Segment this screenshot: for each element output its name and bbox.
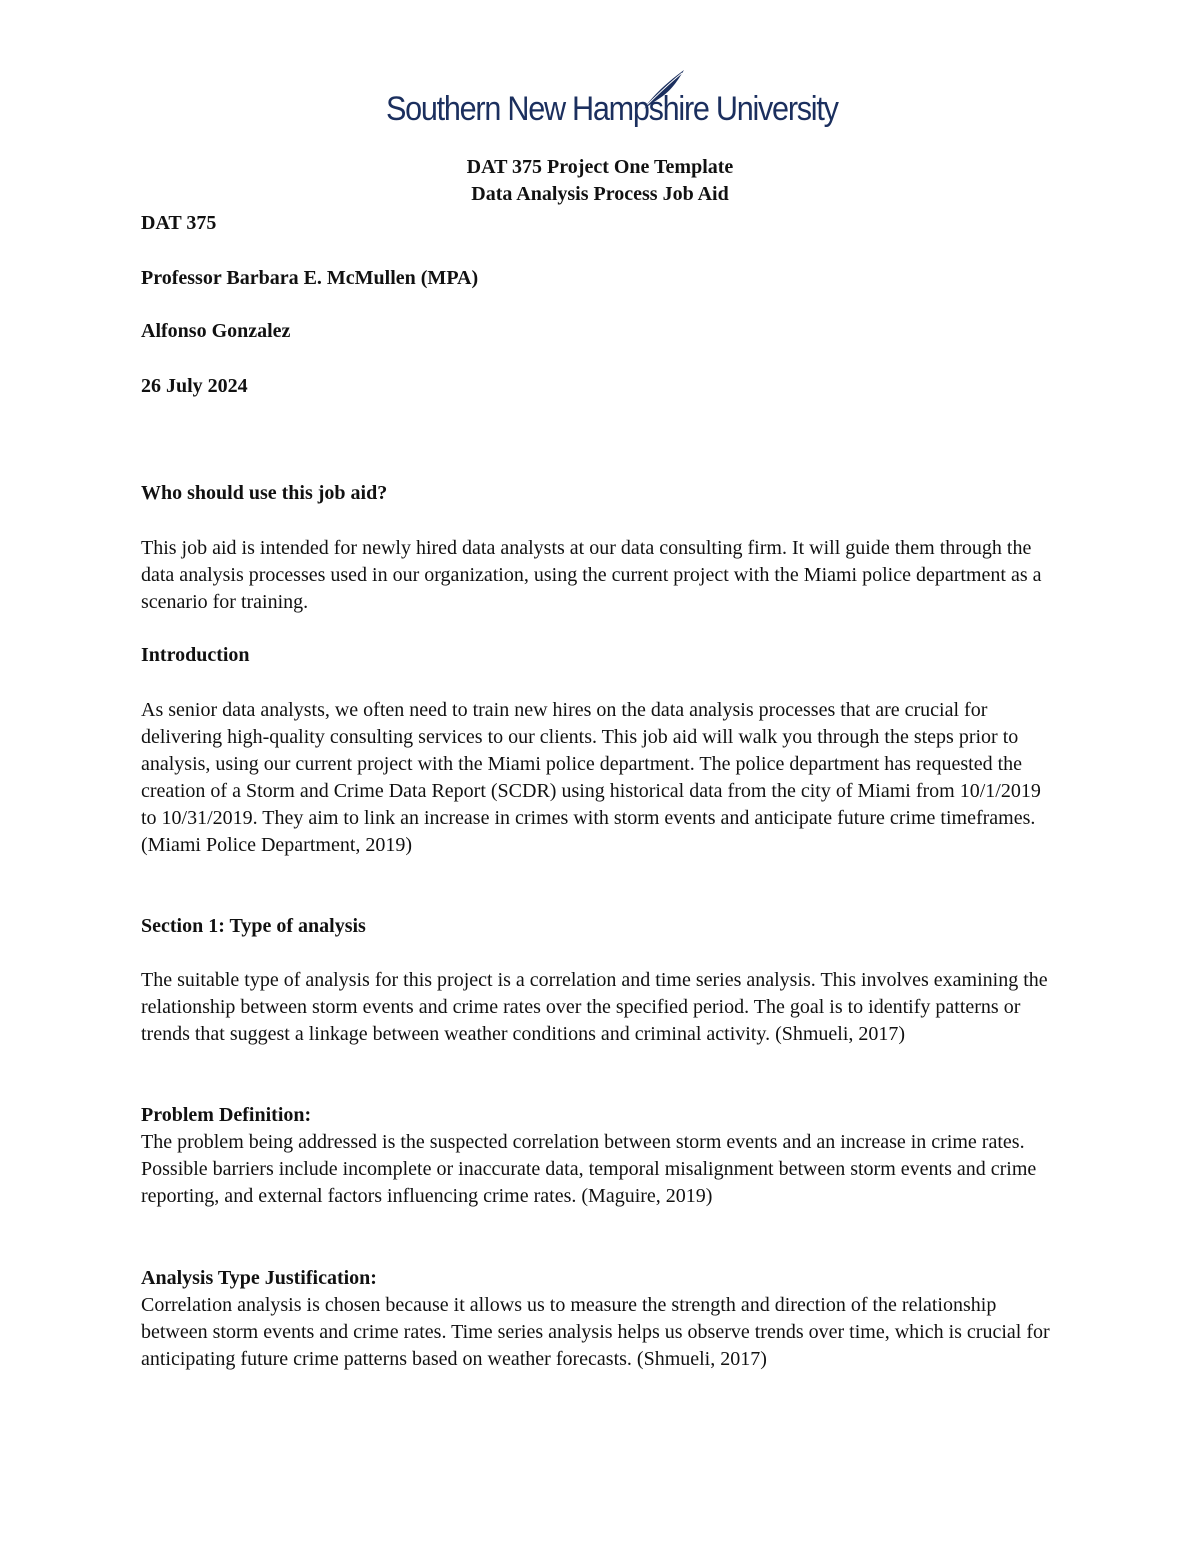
university-logo xyxy=(386,68,838,138)
student-name: Alfonso Gonzalez xyxy=(141,320,291,342)
title-line-2: Data Analysis Process Job Aid xyxy=(471,183,729,205)
section-1-heading: Section 1: Type of analysis xyxy=(141,915,366,937)
introduction-paragraph: As senior data analysts, we often need to train new hires on the data analysis processes that are crucial for delivering high-quality consulting services to our clients. This job aid will walk you through the steps prior to analysis, using our current project with the Miami police department. The police department has requested the creation of a Storm and Crime Data Report (SCDR) using historical data from the city of Miami from 10/1/2019 to 10/31/2019. They aim to link an increase in crimes with storm events and anticipate future crime timeframes. (Miami Police Department, 2019) xyxy=(141,699,1041,856)
submission-date: 26 July 2024 xyxy=(141,375,248,397)
logo-wordmark: Southern New Hampshire University xyxy=(386,90,838,128)
who-paragraph: This job aid is intended for newly hired data analysts at our data consulting firm. It will guide them through the data analysis processes used in our organization, using the current project with the Miami police department as a scenario for training. xyxy=(141,537,1042,613)
section-1-paragraph: The suitable type of analysis for this project is a correlation and time series analysis. This involves examining the relationship between storm events and crime rates over the specified period. The goal is to identify patterns or trends that suggest a linkage between weather conditions and criminal activity. (Shmueli, 2017) xyxy=(141,969,1048,1045)
problem-definition-heading: Problem Definition: xyxy=(141,1104,312,1126)
introduction-heading: Introduction xyxy=(141,644,250,666)
professor-name: Professor Barbara E. McMullen (MPA) xyxy=(141,267,479,289)
problem-definition-paragraph: The problem being addressed is the suspected correlation between storm events and an increase in crime rates. Possible barriers include incomplete or inaccurate data, temporal misalignment between storm events and crime reporting, and external factors influencing crime rates. (Maguire, 2019) xyxy=(141,1131,1037,1207)
justification-paragraph: Correlation analysis is chosen because it allows us to measure the strength and direction of the relationship between storm events and crime rates. Time series analysis helps us observe trends over time, which is crucial for anticipating future crime patterns based on weather forecasts. (Shmueli, 2017) xyxy=(141,1294,1050,1370)
title-line-1: DAT 375 Project One Template xyxy=(466,156,734,178)
document-title xyxy=(0,154,1200,208)
justification-heading: Analysis Type Justification: xyxy=(141,1267,377,1289)
who-heading: Who should use this job aid? xyxy=(141,482,388,504)
course-code: DAT 375 xyxy=(141,212,217,234)
